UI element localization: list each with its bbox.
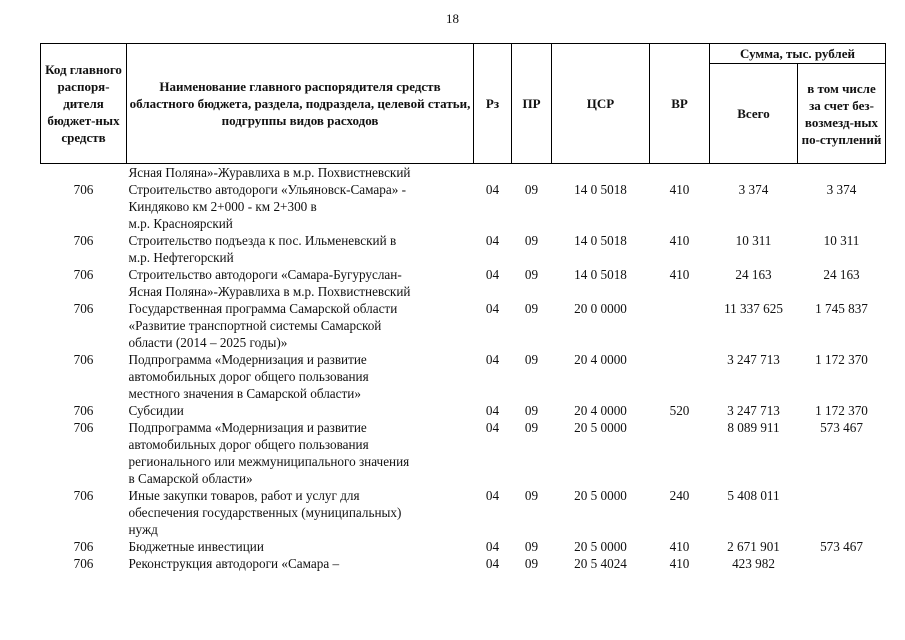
cell-name: [127, 164, 474, 182]
cell-pr: 09: [524, 233, 539, 248]
cell-csr: 20 5 0000: [574, 420, 627, 435]
cell-vr: 410: [669, 182, 690, 197]
cell-free: 24 163: [823, 267, 860, 282]
name-line: области (2014 – 2025 годы)»: [128, 335, 288, 350]
name-line: Иные закупки товаров, работ и услуг для: [128, 488, 360, 503]
name-line: Подпрограмма «Модернизация и развитие: [128, 352, 367, 367]
cell-total: 11 337 625: [724, 301, 783, 316]
cell-pr: 09: [524, 488, 539, 503]
table-row: [41, 181, 886, 232]
name-line: Строительство автодороги «Самара-Бугуруслан-: [128, 267, 402, 282]
cell-name: [127, 266, 474, 300]
cell-pr: 09: [524, 301, 539, 316]
name-line: нужд: [128, 522, 158, 537]
cell-rz: 04: [485, 420, 500, 435]
header-rz: Рз: [474, 44, 512, 164]
cell-code: 706: [73, 301, 94, 316]
cell-free: 1 745 837: [815, 301, 868, 316]
header-total: Всего: [710, 64, 798, 164]
table-row: [41, 232, 886, 266]
table-row: [41, 300, 886, 351]
cell-pr: 09: [524, 267, 539, 282]
name-line: Ясная Поляна»-Журавлиха в м.р. Похвистневский: [128, 165, 411, 180]
cell-name: [127, 351, 474, 402]
cell-csr: 20 5 0000: [574, 539, 627, 554]
cell-rz: 04: [485, 488, 500, 503]
cell-total: 3 374: [738, 182, 769, 197]
table-row: [41, 164, 886, 182]
cell-csr: [552, 164, 650, 182]
cell-code: 706: [73, 267, 94, 282]
name-line: Строительство автодороги «Ульяновск-Самара» -: [128, 182, 406, 197]
cell-rz: 04: [485, 556, 500, 571]
table-row: [41, 555, 886, 572]
cell-vr: 410: [669, 556, 690, 571]
budget-table: [40, 43, 886, 572]
name-line: Реконструкция автодороги «Самара –: [128, 556, 340, 571]
header-pr: ПР: [512, 44, 552, 164]
cell-total: 423 982: [732, 556, 775, 571]
cell-pr: 09: [524, 403, 539, 418]
name-line: в Самарской области»: [128, 471, 253, 486]
name-line: обеспечения государственных (муниципальных): [128, 505, 402, 520]
table-row: [41, 266, 886, 300]
cell-total: 5 408 011: [727, 488, 780, 503]
cell-csr: 14 0 5018: [574, 233, 627, 248]
cell-name: [127, 538, 474, 555]
cell-name: [127, 402, 474, 419]
name-line: Ясная Поляна»-Журавлиха в м.р. Похвистневский: [128, 284, 411, 299]
cell-vr: 410: [669, 233, 690, 248]
name-line: «Развитие транспортной системы Самарской: [128, 318, 382, 333]
table-row: [41, 487, 886, 538]
table-row: [41, 402, 886, 419]
cell-pr: 09: [524, 539, 539, 554]
cell-pr: 09: [524, 182, 539, 197]
header-free: в том числе за счет без-возмезд-ных по-ступлений: [798, 64, 886, 164]
cell-csr: 14 0 5018: [574, 182, 627, 197]
name-line: м.р. Нефтегорский: [128, 250, 234, 265]
page-number: 18: [446, 11, 459, 26]
cell-rz: 04: [485, 403, 500, 418]
cell-vr: [650, 351, 710, 402]
cell-free: [798, 164, 886, 182]
header-vr: ВР: [650, 44, 710, 164]
cell-pr: [512, 164, 552, 182]
cell-rz: [474, 164, 512, 182]
cell-code: 706: [73, 556, 94, 571]
cell-csr: 14 0 5018: [574, 267, 627, 282]
cell-code: [41, 164, 127, 182]
cell-pr: 09: [524, 420, 539, 435]
cell-free: 1 172 370: [815, 403, 868, 418]
name-line: м.р. Красноярский: [128, 216, 233, 231]
cell-name: [127, 419, 474, 487]
name-line: Киндяково км 2+000 - км 2+300 в: [128, 199, 317, 214]
cell-free: 573 467: [820, 539, 863, 554]
cell-total: 2 671 901: [727, 539, 780, 554]
cell-rz: 04: [485, 267, 500, 282]
cell-code: 706: [73, 182, 94, 197]
cell-code: 706: [73, 420, 94, 435]
cell-rz: 04: [485, 352, 500, 367]
cell-csr: 20 0 0000: [574, 301, 627, 316]
header-csr: ЦСР: [552, 44, 650, 164]
cell-csr: 20 4 0000: [574, 352, 627, 367]
cell-free: [798, 555, 886, 572]
cell-total: 8 089 911: [727, 420, 780, 435]
cell-name: [127, 181, 474, 232]
table-body: [41, 164, 886, 573]
cell-code: 706: [73, 539, 94, 554]
cell-csr: 20 4 0000: [574, 403, 627, 418]
cell-name: [127, 232, 474, 266]
cell-vr: 410: [669, 267, 690, 282]
cell-rz: 04: [485, 539, 500, 554]
cell-vr: [650, 419, 710, 487]
table-row: [41, 538, 886, 555]
cell-vr: 520: [669, 403, 690, 418]
cell-code: 706: [73, 488, 94, 503]
cell-free: 1 172 370: [815, 352, 868, 367]
cell-total: [710, 164, 798, 182]
cell-name: [127, 300, 474, 351]
cell-rz: 04: [485, 182, 500, 197]
name-line: Подпрограмма «Модернизация и развитие: [128, 420, 367, 435]
name-line: регионального или межмуниципального значения: [128, 454, 410, 469]
cell-rz: 04: [485, 301, 500, 316]
name-line: автомобильных дорог общего пользования: [128, 437, 369, 452]
cell-csr: 20 5 4024: [574, 556, 627, 571]
cell-total: 3 247 713: [727, 352, 780, 367]
cell-free: 573 467: [820, 420, 863, 435]
cell-code: 706: [73, 403, 94, 418]
cell-free: 10 311: [823, 233, 860, 248]
cell-pr: 09: [524, 352, 539, 367]
cell-csr: 20 5 0000: [574, 488, 627, 503]
cell-total: 10 311: [735, 233, 772, 248]
cell-code: 706: [73, 352, 94, 367]
cell-total: 3 247 713: [727, 403, 780, 418]
cell-pr: 09: [524, 556, 539, 571]
cell-code: 706: [73, 233, 94, 248]
name-line: Бюджетные инвестиции: [128, 539, 264, 554]
cell-free: 3 374: [826, 182, 857, 197]
header-name: Наименование главного распорядителя средств областного бюджета, раздела, подраздела, целевой статьи, подгруппы видов расходов: [127, 44, 474, 164]
table-row: [41, 419, 886, 487]
header-code: Код главного распоря-дителя бюджет-ных средств: [41, 44, 127, 164]
cell-vr: 410: [669, 539, 690, 554]
name-line: автомобильных дорог общего пользования: [128, 369, 369, 384]
cell-rz: 04: [485, 233, 500, 248]
cell-vr: 240: [669, 488, 690, 503]
header-sum: Сумма, тыс. рублей: [710, 44, 886, 64]
name-line: Государственная программа Самарской области: [128, 301, 398, 316]
name-line: местного значения в Самарской области»: [128, 386, 361, 401]
cell-total: 24 163: [735, 267, 772, 282]
table-row: [41, 351, 886, 402]
name-line: Субсидии: [128, 403, 184, 418]
cell-name: [127, 487, 474, 538]
cell-name: [127, 555, 474, 572]
cell-free: [798, 487, 886, 538]
cell-vr: [650, 164, 710, 182]
cell-vr: [650, 300, 710, 351]
name-line: Строительство подъезда к пос. Ильменевский в: [128, 233, 397, 248]
